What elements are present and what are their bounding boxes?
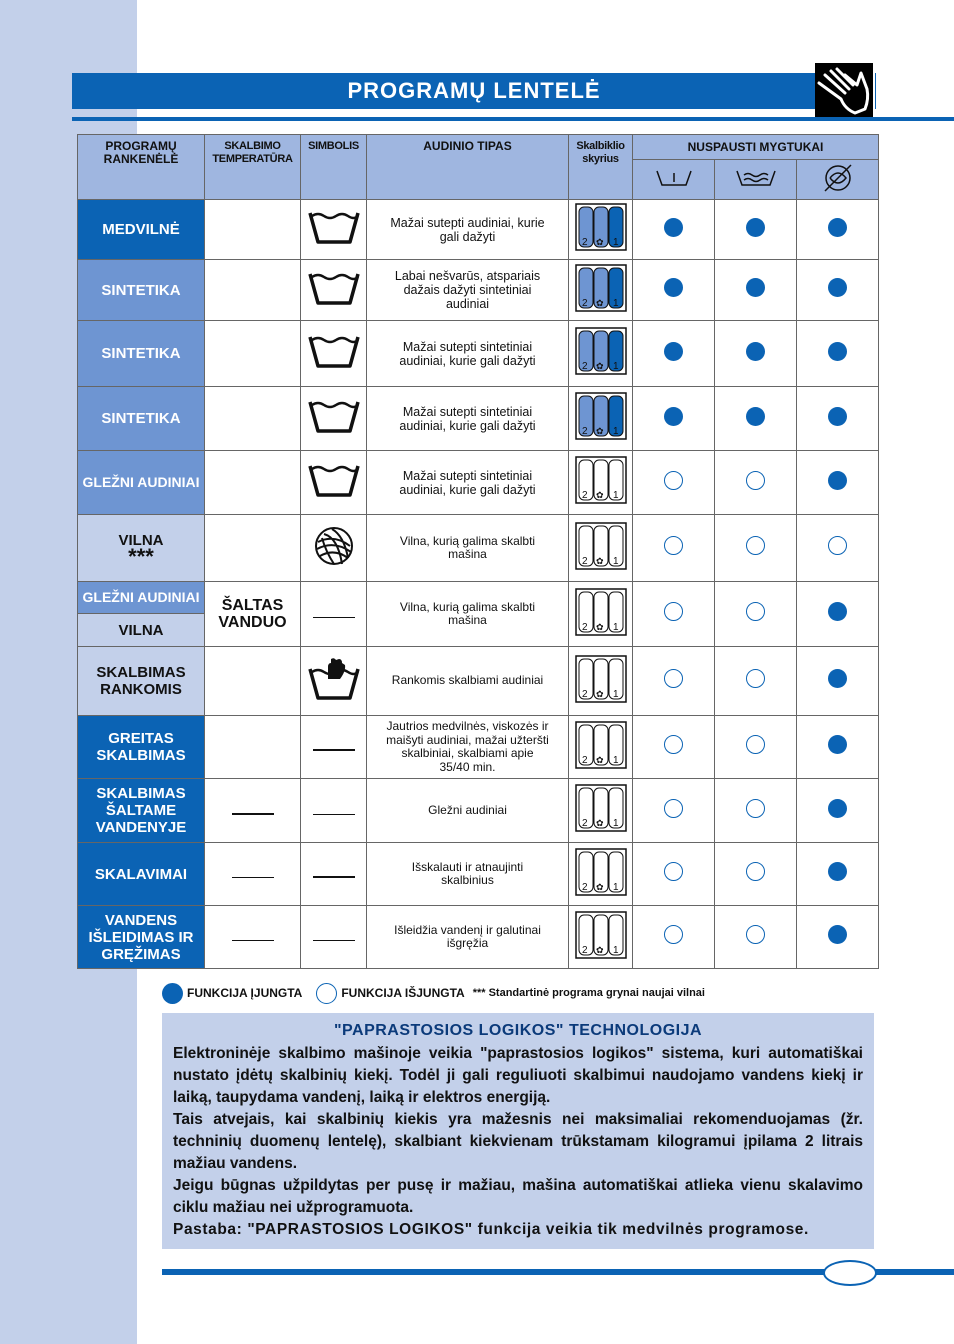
svg-text:2: 2	[581, 490, 588, 501]
svg-text:2: 2	[581, 621, 588, 633]
svg-text:2: 2	[581, 754, 588, 766]
table-row	[78, 515, 879, 582]
fabric-description: Išskalauti ir atnaujinti skalbinius	[367, 843, 569, 906]
button-state-cell	[797, 716, 879, 779]
dispenser-cell	[569, 451, 633, 515]
dispenser-icon	[575, 655, 627, 703]
function-on-dot	[828, 735, 847, 754]
button-state-cell	[633, 843, 715, 906]
table-row	[78, 582, 879, 647]
function-on-dot	[828, 278, 847, 297]
function-on-dot	[746, 342, 765, 361]
svg-text:1: 1	[612, 297, 619, 309]
wool-icon	[312, 524, 356, 568]
program-label: SKALAVIMAI	[94, 865, 188, 883]
dispenser-icon	[575, 784, 627, 832]
header-buttons: NUSPAUSTI MYGTUKAI	[633, 135, 879, 160]
button-state-cell	[633, 716, 715, 779]
function-off-dot	[746, 471, 765, 490]
dispenser-cell	[569, 515, 633, 582]
dash-mark	[313, 814, 355, 815]
page-title	[72, 73, 876, 109]
svg-text:1: 1	[612, 754, 619, 766]
svg-text:2: 2	[581, 944, 588, 956]
dash-mark	[232, 877, 274, 878]
dispenser-icon	[575, 264, 627, 312]
svg-text:✿: ✿	[595, 689, 604, 700]
symbol-cell	[301, 647, 367, 716]
temperature-cell	[205, 200, 301, 260]
washtub-icon	[307, 209, 361, 245]
svg-text:1: 1	[612, 621, 619, 633]
svg-text:1: 1	[612, 426, 619, 437]
program-label: MEDVILNĖ	[102, 221, 180, 238]
logic-paragraph: Elektroninėje skalbimo mašinoje veikia "paprastosios logikos" sistema, kuri automatiškai nustato įdėtų skalbinių kiekį. Todėl ji gali reguliuoti skalbimui naudojamo vandens kiekį ir laiką, taupydama vandenį, laiką ir elektros energiją.	[173, 1045, 863, 1106]
dispenser-cell	[569, 779, 633, 843]
svg-text:✿: ✿	[595, 238, 604, 248]
button-state-cell	[797, 515, 879, 582]
header-program: PROGRAMŲ RANKENĖLĖ	[78, 135, 205, 200]
button-state-cell	[797, 843, 879, 906]
button-state-cell	[633, 647, 715, 716]
function-on-dot	[746, 278, 765, 297]
temperature-cell	[205, 451, 301, 515]
svg-text:2: 2	[581, 297, 588, 309]
dispenser-cell	[569, 582, 633, 647]
program-name	[78, 451, 205, 515]
legend-note: *** Standartinė programa grynai naujai vilnai	[472, 987, 705, 999]
temperature-cell: ŠALTAS VANDUO	[205, 582, 301, 647]
table-row	[78, 906, 879, 969]
temperature-cell	[205, 321, 301, 387]
symbol-cell	[301, 716, 367, 779]
program-name	[78, 387, 205, 451]
svg-text:1: 1	[612, 361, 619, 372]
program-name	[78, 200, 205, 260]
svg-text:✿: ✿	[595, 556, 604, 567]
button-header-extra-rinse	[715, 160, 797, 200]
fabric-description: Jautrios medvilnės, viskozės ir maišyti audiniai, mažai užteršti skalbiniai, skalbiami apie 35/40 min.	[367, 716, 569, 779]
fabric-description: Mažai sutepti sintetiniai audiniai, kurie gali dažyti	[367, 387, 569, 451]
button-header-no-spin	[797, 160, 879, 200]
dispenser-cell	[569, 200, 633, 260]
program-name	[78, 515, 205, 582]
dash-mark	[232, 813, 274, 815]
program-table	[77, 134, 879, 969]
svg-text:2: 2	[581, 881, 588, 893]
dispenser-cell	[569, 843, 633, 906]
symbol-cell	[301, 321, 367, 387]
table-row	[78, 843, 879, 906]
fabric-description: Gležni audiniai	[367, 779, 569, 843]
function-on-dot	[828, 471, 847, 490]
program-label: SINTETIKA	[101, 410, 181, 427]
function-on-dot	[664, 218, 683, 237]
temperature-cell	[205, 906, 301, 969]
button-state-cell	[715, 200, 797, 260]
dash-mark	[313, 876, 355, 878]
function-on-dot	[664, 407, 683, 426]
svg-text:2: 2	[581, 237, 588, 248]
fabric-description: Vilna, kurią galima skalbti mašina	[367, 582, 569, 647]
dispenser-icon	[575, 848, 627, 896]
svg-text:✿: ✿	[595, 298, 604, 309]
dispenser-cell	[569, 387, 633, 451]
header-fabric: AUDINIO TIPAS	[367, 135, 569, 200]
function-on-dot	[828, 342, 847, 361]
button-state-cell	[797, 200, 879, 260]
svg-text:✿: ✿	[595, 755, 604, 766]
button-state-cell	[633, 582, 715, 647]
program-name	[78, 906, 205, 969]
button-state-cell	[715, 387, 797, 451]
function-on-dot	[746, 407, 765, 426]
dispenser-icon	[575, 721, 627, 769]
button-state-cell	[715, 779, 797, 843]
function-on-dot	[828, 862, 847, 881]
svg-text:2: 2	[581, 426, 588, 437]
logic-paragraph: Pastaba: "PAPRASTOSIOS LOGIKOS" funkcija veikia tik medvilnės programose.	[173, 1221, 809, 1238]
dispenser-icon	[575, 456, 627, 504]
fabric-description: Labai nešvarūs, atspariais dažais dažyti sintetiniai audiniai	[367, 260, 569, 321]
function-off-dot	[746, 735, 765, 754]
button-state-cell	[797, 647, 879, 716]
function-on-dot	[828, 669, 847, 688]
temperature-cell	[205, 387, 301, 451]
svg-text:1: 1	[612, 944, 619, 956]
dispenser-icon	[575, 911, 627, 959]
button-state-cell	[633, 200, 715, 260]
button-state-cell	[633, 451, 715, 515]
button-state-cell	[797, 260, 879, 321]
function-off-dot	[746, 799, 765, 818]
title-underline	[72, 117, 954, 121]
function-off-dot	[664, 862, 683, 881]
dispenser-cell	[569, 260, 633, 321]
fabric-description: Vilna, kurią galima skalbti mašina	[367, 515, 569, 582]
legend-on-dot	[162, 983, 183, 1004]
function-off-dot	[664, 925, 683, 944]
temperature-cell	[205, 779, 301, 843]
dash-mark	[313, 617, 355, 618]
wash-button-icon	[654, 168, 694, 188]
table-row	[78, 260, 879, 321]
program-name	[78, 582, 205, 647]
symbol-cell	[301, 387, 367, 451]
program-name	[78, 260, 205, 321]
hand-wash-icon	[306, 657, 362, 701]
washtub-icon	[307, 270, 361, 306]
dash-mark	[313, 749, 355, 751]
temperature-cell	[205, 716, 301, 779]
program-label: SKALBIMAS ŠALTAME VANDENYJE	[95, 785, 187, 836]
svg-text:✿: ✿	[595, 622, 604, 633]
washtub-icon	[307, 462, 361, 498]
table-row	[78, 387, 879, 451]
button-state-cell	[633, 387, 715, 451]
function-off-dot	[664, 735, 683, 754]
button-state-cell	[633, 515, 715, 582]
button-state-cell	[797, 779, 879, 843]
table-row	[78, 716, 879, 779]
temperature-cell	[205, 843, 301, 906]
svg-text:1: 1	[612, 490, 619, 501]
table-row	[78, 779, 879, 843]
program-name	[78, 321, 205, 387]
fabric-description: Rankomis skalbiami audiniai	[367, 647, 569, 716]
temperature-cell	[205, 515, 301, 582]
button-state-cell	[797, 451, 879, 515]
button-state-cell	[715, 582, 797, 647]
button-state-cell	[633, 779, 715, 843]
function-on-dot	[664, 342, 683, 361]
program-label: GLEŽNI AUDINIAI	[82, 474, 200, 490]
symbol-cell	[301, 843, 367, 906]
function-off-dot	[664, 602, 683, 621]
logic-title: "PAPRASTOSIOS LOGIKOS" TECHNOLOGIJA	[333, 1022, 703, 1039]
dispenser-icon	[575, 522, 627, 570]
button-state-cell	[715, 321, 797, 387]
svg-text:2: 2	[581, 688, 588, 700]
dispenser-icon	[575, 588, 627, 636]
function-off-dot	[746, 602, 765, 621]
dash-mark	[232, 940, 274, 941]
button-state-cell	[633, 260, 715, 321]
symbol-cell	[301, 779, 367, 843]
program-name	[78, 716, 205, 779]
button-state-cell	[633, 321, 715, 387]
no-spin-button-icon	[820, 162, 856, 194]
function-off-dot	[746, 536, 765, 555]
symbol-cell	[301, 260, 367, 321]
table-row	[78, 647, 879, 716]
function-off-dot	[828, 536, 847, 555]
function-on-dot	[828, 218, 847, 237]
symbol-cell	[301, 200, 367, 260]
wool-stars: ***	[128, 543, 154, 569]
dispenser-cell	[569, 906, 633, 969]
svg-text:✿: ✿	[595, 362, 604, 372]
function-off-dot	[664, 799, 683, 818]
header-symbol: SIMBOLIS	[301, 135, 367, 200]
function-on-dot	[828, 407, 847, 426]
legend	[162, 983, 705, 1003]
temperature-cell	[205, 260, 301, 321]
header-temperature: SKALBIMO TEMPERATŪRA	[205, 135, 301, 200]
button-state-cell	[797, 321, 879, 387]
temperature-cell	[205, 647, 301, 716]
symbol-cell	[301, 515, 367, 582]
button-state-cell	[633, 906, 715, 969]
svg-text:1: 1	[612, 237, 619, 248]
washtub-icon	[307, 398, 361, 434]
function-on-dot	[664, 278, 683, 297]
program-label: SINTETIKA	[101, 345, 181, 362]
button-header-wash	[633, 160, 715, 200]
dispenser-cell	[569, 716, 633, 779]
function-off-dot	[664, 536, 683, 555]
svg-text:1: 1	[612, 555, 619, 567]
button-state-cell	[715, 906, 797, 969]
dispenser-icon	[575, 203, 627, 251]
program-label: SINTETIKA	[101, 281, 181, 299]
function-off-dot	[664, 471, 683, 490]
fabric-description: Mažai sutepti audiniai, kurie gali dažyti	[367, 200, 569, 260]
program-name	[78, 843, 205, 906]
svg-text:✿: ✿	[595, 819, 604, 829]
program-label: SKALBIMAS RANKOMIS	[96, 664, 186, 698]
svg-text:2: 2	[581, 818, 588, 829]
program-name-lower: VILNA	[78, 614, 204, 646]
symbol-cell	[301, 451, 367, 515]
table-row	[78, 321, 879, 387]
function-on-dot	[746, 218, 765, 237]
page-title-text: PROGRAMŲ LENTELĖ	[347, 78, 601, 103]
program-name-upper: GLEŽNI AUDINIAI	[78, 582, 204, 614]
dispenser-cell	[569, 647, 633, 716]
function-off-dot	[746, 862, 765, 881]
button-state-cell	[715, 716, 797, 779]
svg-text:1: 1	[612, 688, 619, 700]
table-row	[78, 200, 879, 260]
dispenser-cell	[569, 321, 633, 387]
logic-text	[173, 1043, 863, 1241]
button-state-cell	[715, 260, 797, 321]
button-state-cell	[797, 582, 879, 647]
function-off-dot	[746, 669, 765, 688]
button-state-cell	[715, 451, 797, 515]
dispenser-icon	[575, 392, 627, 440]
svg-text:✿: ✿	[595, 945, 604, 956]
function-on-dot	[828, 602, 847, 621]
symbol-cell	[301, 906, 367, 969]
logic-paragraph: Jeigu būgnas užpildytas per pusę ir mažiau, mašina automatiškai atlieka vienu skalavimo ciklu mažiau nei užprogramuota.	[173, 1177, 863, 1216]
extra-water-button-icon	[734, 168, 778, 188]
legend-off-dot	[316, 983, 337, 1004]
function-on-dot	[828, 799, 847, 818]
fabric-description: Mažai sutepti sintetiniai audiniai, kurie gali dažyti	[367, 451, 569, 515]
legend-off-label: FUNKCIJA IŠJUNGTA	[341, 986, 465, 1000]
table-row	[78, 451, 879, 515]
button-state-cell	[715, 843, 797, 906]
svg-text:2: 2	[581, 361, 588, 372]
program-name	[78, 779, 205, 843]
hand-icon	[815, 63, 875, 119]
svg-text:✿: ✿	[595, 491, 604, 501]
dispenser-icon	[575, 327, 627, 375]
program-label: VANDENS IŠLEIDIMAS IR GRĘŽIMAS	[88, 911, 194, 963]
svg-text:2: 2	[581, 555, 588, 567]
legend-on-label: FUNKCIJA ĮJUNGTA	[187, 986, 303, 1000]
svg-text:✿: ✿	[595, 882, 604, 893]
washtub-icon	[307, 333, 361, 369]
button-state-cell	[797, 387, 879, 451]
fabric-description: Mažai sutepti sintetiniai audiniai, kurie gali dažyti	[367, 321, 569, 387]
button-state-cell	[715, 515, 797, 582]
function-off-dot	[746, 925, 765, 944]
page-number-oval	[823, 1260, 877, 1286]
header-dispenser: Skalbiklio skyrius	[569, 135, 633, 200]
logic-section	[162, 1013, 874, 1249]
svg-text:1: 1	[612, 818, 619, 829]
dash-mark	[313, 940, 355, 941]
program-name	[78, 647, 205, 716]
button-state-cell	[797, 906, 879, 969]
symbol-cell	[301, 582, 367, 647]
logic-paragraph: Tais atvejais, kai skalbinių kiekis yra mažesnis nei maksimaliai rekomenduojamas (žr. techninių duomenų lentelę), skalbiant kiekvienam trūkstamam kilogramui įpilama 2 litrais mažiau vandens.	[173, 1111, 863, 1172]
svg-text:1: 1	[612, 881, 619, 893]
program-label: VILNA	[118, 531, 164, 549]
program-label: GREITAS SKALBIMAS	[96, 730, 186, 764]
fabric-description: Išleidžia vandenį ir galutinai išgręžia	[367, 906, 569, 969]
function-on-dot	[828, 925, 847, 944]
button-state-cell	[715, 647, 797, 716]
svg-text:✿: ✿	[595, 427, 604, 437]
function-off-dot	[664, 669, 683, 688]
